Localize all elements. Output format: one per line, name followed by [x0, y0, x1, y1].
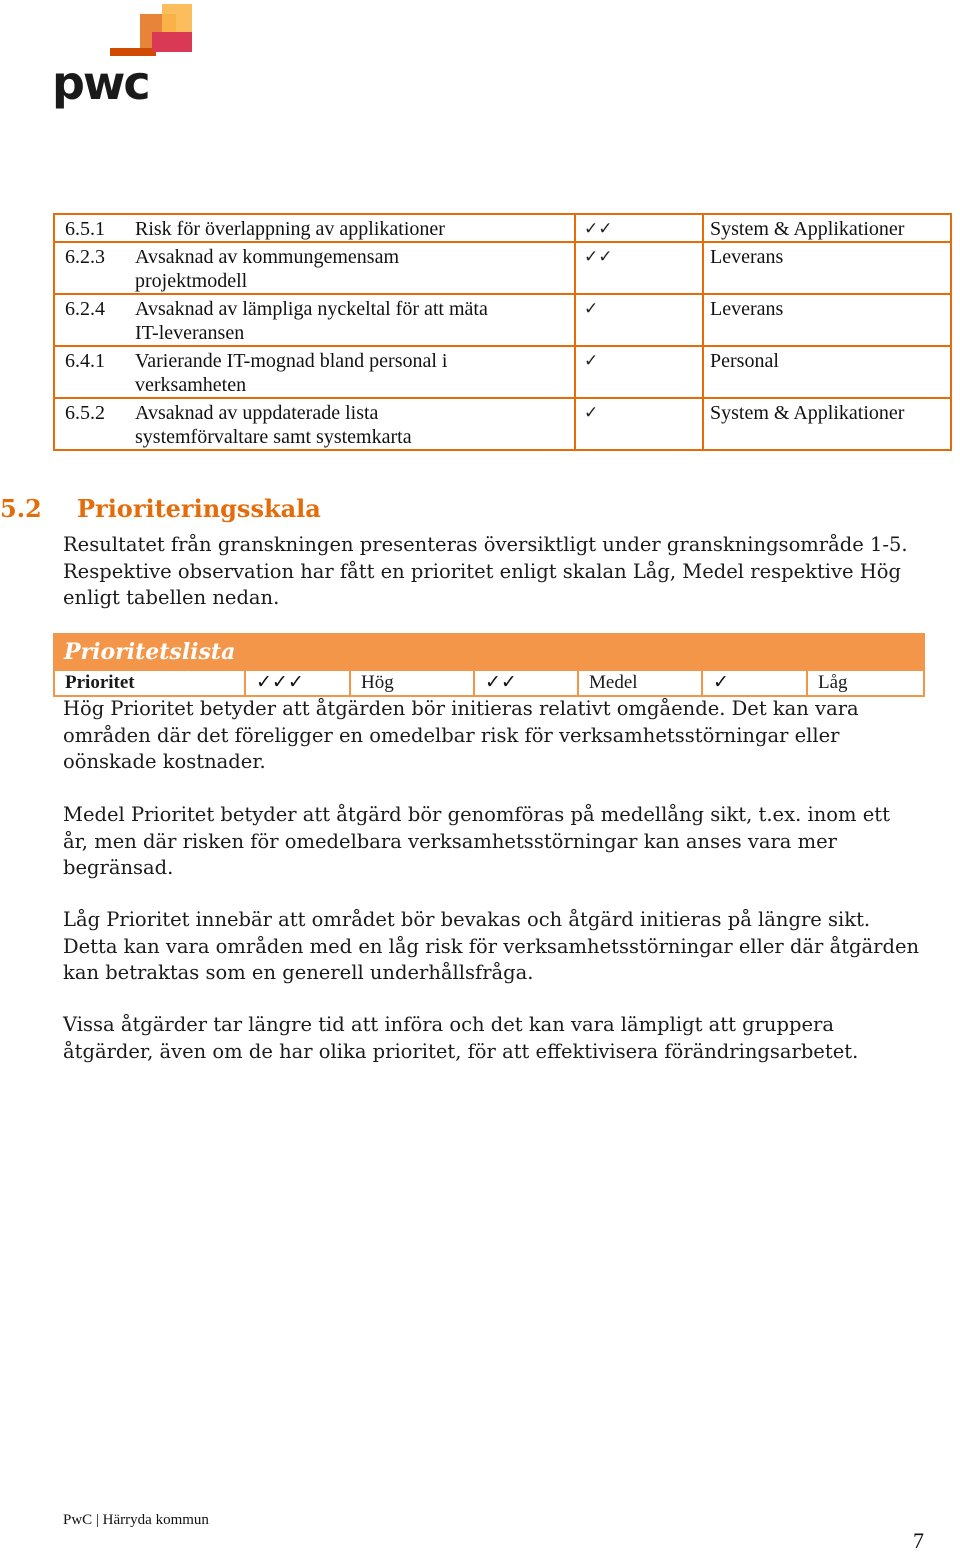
- risk-description-cell: [54, 294, 575, 346]
- paragraph-line: kan betraktas som en generell underhållsfråga.: [63, 961, 534, 984]
- priority-medium: Medel: [579, 671, 703, 695]
- risk-number: 6.2.4: [65, 298, 105, 320]
- logo-square-yellow: [162, 4, 192, 34]
- check-marks: ✓: [575, 398, 703, 450]
- paragraph-grouping: [63, 1012, 943, 1065]
- paragraph-line: Hög Prioritet betyder att åtgärden bör initieras relativt omgående. Det kan vara: [63, 697, 859, 720]
- risk-text: projektmodell: [135, 270, 248, 292]
- risk-number: 6.2.3: [65, 246, 105, 268]
- intro-line: Respektive observation har fått en prioritet enligt skalan Låg, Medel respektive Hög: [63, 559, 902, 583]
- risk-area: System & Applikationer: [703, 398, 951, 450]
- risk-line: [65, 349, 574, 373]
- risk-row: [54, 242, 951, 294]
- paragraph-medium: [63, 802, 943, 882]
- risk-text: Avsaknad av lämpliga nyckeltal för att mäta: [135, 298, 488, 320]
- intro-paragraph: [63, 532, 943, 612]
- risk-description-cell: [54, 242, 575, 294]
- check-marks: ✓✓: [575, 214, 703, 242]
- risk-description-cell: [54, 214, 575, 242]
- paragraph-line: Medel Prioritet betyder att åtgärd bör genomföras på medellång sikt, t.ex. inom ett: [63, 803, 890, 826]
- risk-description-cell: [54, 398, 575, 450]
- risk-area: Leverans: [703, 294, 951, 346]
- logo-bar-dark: [110, 48, 156, 56]
- risk-number: 6.5.1: [65, 218, 105, 240]
- risk-text: Risk för överlappning av applikationer: [135, 218, 445, 240]
- paragraph-line: Vissa åtgärder tar längre tid att införa och det kan vara lämpligt att gruppera: [63, 1013, 834, 1036]
- risk-row: [54, 214, 951, 242]
- logo-square-red: [152, 32, 192, 52]
- risk-area: Leverans: [703, 242, 951, 294]
- check-marks-medium: ✓✓: [475, 671, 579, 695]
- priority-list: [53, 633, 925, 697]
- risk-number: 6.4.1: [65, 350, 105, 372]
- pwc-logo: [52, 4, 192, 114]
- priority-low: Låg: [818, 672, 848, 693]
- paragraph-line: år, men där risken för omedelbara verksamhetsstörningar kan anses vara mer: [63, 829, 837, 853]
- risk-area: System & Applikationer: [703, 214, 951, 242]
- risk-text: Avsaknad av kommungemensam: [135, 246, 400, 268]
- paragraph-high: [63, 696, 943, 776]
- paragraph-line: begränsad.: [63, 856, 174, 879]
- risk-table: [53, 213, 952, 451]
- check-marks: ✓✓: [575, 242, 703, 294]
- risk-area: Personal: [703, 346, 951, 398]
- paragraph-line: oönskade kostnader.: [63, 750, 266, 773]
- intro-line: Resultatet från granskningen presenteras översiktligt under granskningsområde 1-5.: [63, 533, 908, 556]
- priority-label: Prioritet: [55, 671, 246, 695]
- risk-text: Avsaknad av uppdaterade lista: [135, 402, 379, 424]
- priority-list-header: Prioritetslista: [53, 633, 925, 671]
- paragraph-line: Detta kan vara områden med en låg risk för verksamhetsstörningar eller där åtgärden: [63, 934, 920, 958]
- risk-line: [65, 217, 574, 241]
- paragraph-line: områden där det föreligger en omedelbar risk för verksamhetsstörningar eller: [63, 723, 840, 747]
- page-number: 7: [913, 1528, 924, 1553]
- risk-text: verksamheten: [135, 374, 247, 396]
- risk-line: [65, 297, 574, 321]
- check-marks: ✓: [575, 294, 703, 346]
- risk-text: Varierande IT-mognad bland personal i: [135, 350, 448, 372]
- risk-row: [54, 294, 951, 346]
- section-number: 5.2: [0, 494, 42, 523]
- section-title: Prioriteringsskala: [77, 494, 321, 523]
- risk-line: [65, 245, 574, 269]
- risk-row: [54, 346, 951, 398]
- paragraph-line: Låg Prioritet innebär att området bör bevakas och åtgärd initieras på längre sikt.: [63, 908, 871, 931]
- paragraph-line: åtgärder, även om de har olika prioritet, för att effektivisera förändringsarbetet.: [63, 1039, 859, 1063]
- check-marks-low: ✓: [703, 671, 808, 695]
- priority-high: Hög: [351, 671, 475, 695]
- priority-scale-row: [53, 671, 925, 697]
- logo-wordmark: pwc: [52, 56, 149, 110]
- risk-row: [54, 398, 951, 450]
- risk-text: IT-leveransen: [135, 322, 245, 344]
- footer-text: PwC | Härryda kommun: [63, 1512, 209, 1528]
- check-marks: ✓: [575, 346, 703, 398]
- risk-text: systemförvaltare samt systemkarta: [135, 426, 412, 448]
- check-marks-high: ✓✓✓: [246, 671, 351, 695]
- risk-description-cell: [54, 346, 575, 398]
- risk-line: [65, 401, 574, 425]
- risk-number: 6.5.2: [65, 402, 105, 424]
- paragraph-low: [63, 907, 943, 987]
- intro-line: enligt tabellen nedan.: [63, 586, 280, 609]
